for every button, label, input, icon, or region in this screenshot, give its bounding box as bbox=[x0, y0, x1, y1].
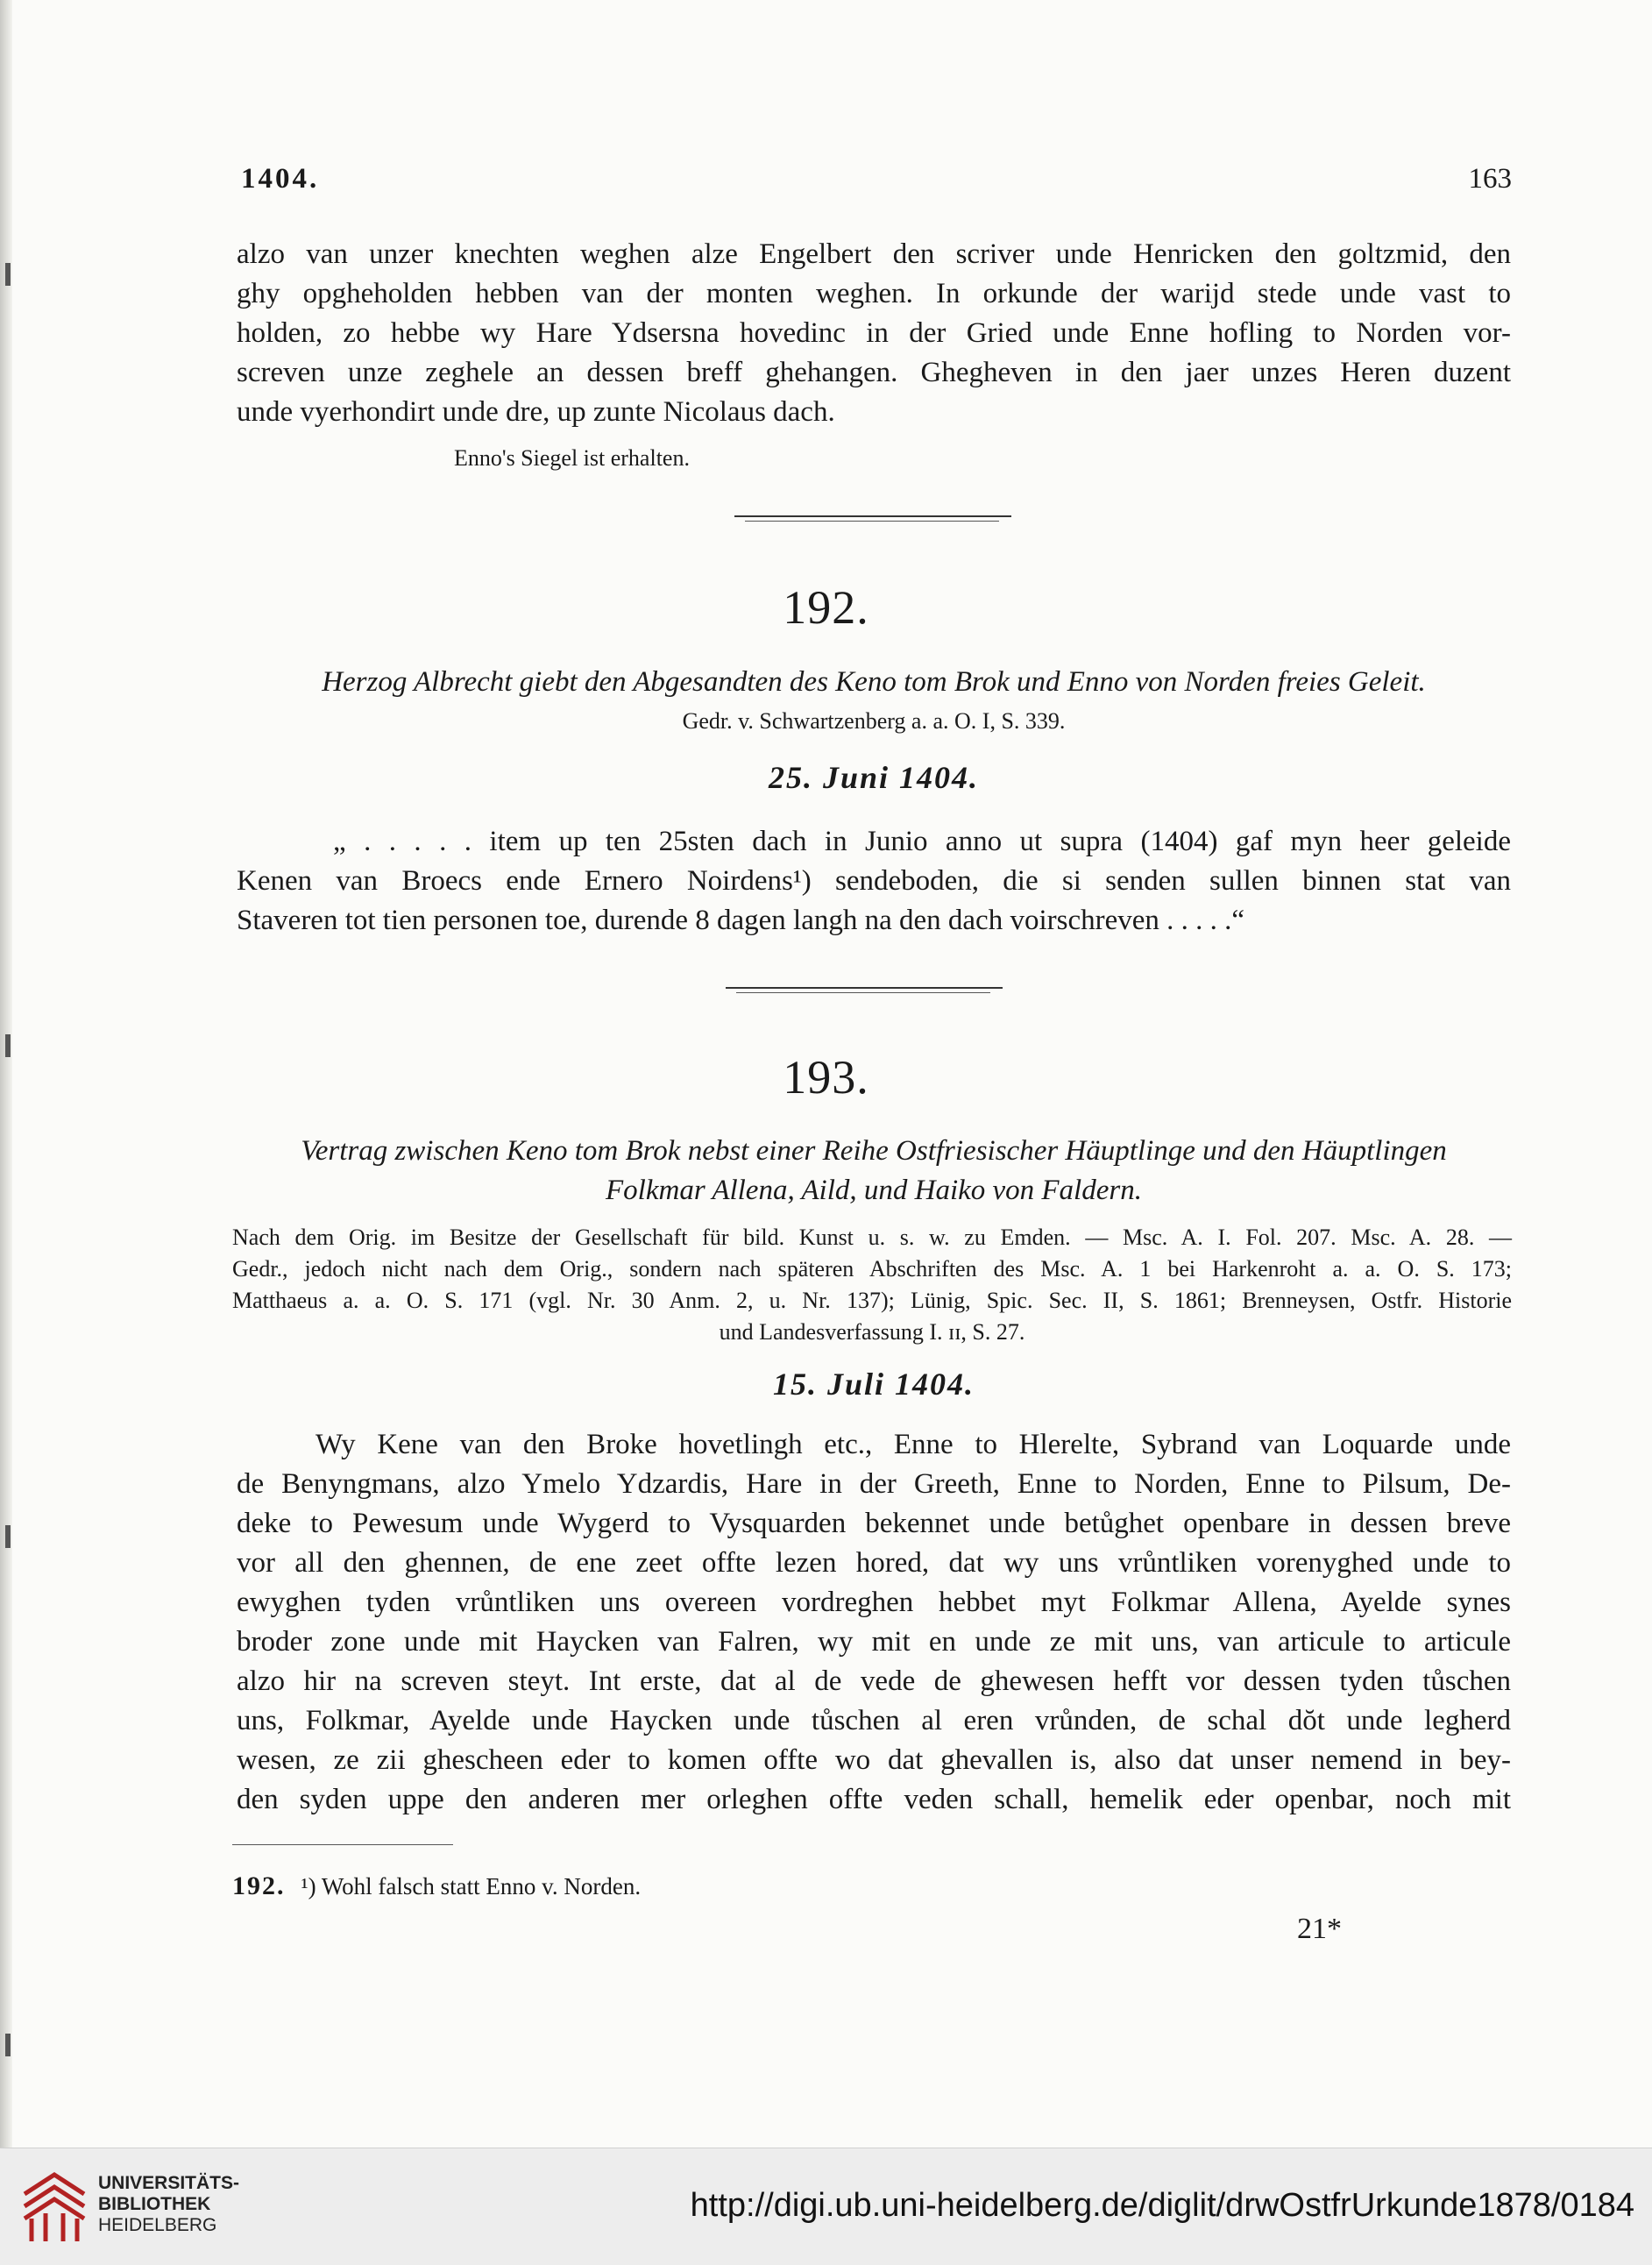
document-sources bbox=[232, 1222, 1512, 1348]
document-title: Herzog Albrecht giebt den Abgesandten des Keno tom Brok und Enno von Norden freies Geleit. bbox=[322, 666, 1426, 698]
text-line: ghy opgheholden hebben van der monten weghen. In orkunde der warijd stede unde vast to bbox=[237, 278, 1511, 309]
seal-note: Enno's Siegel ist erhalten. bbox=[454, 445, 690, 471]
document-192-text bbox=[237, 822, 1511, 941]
signature-mark: 21* bbox=[1297, 1913, 1342, 1945]
document-date: 15. Juli 1404. bbox=[772, 1367, 975, 1402]
text-line: broder zone unde mit Haycken van Falren, wy mit en unde ze mit uns, van articule to articule bbox=[237, 1626, 1511, 1658]
text-line: wesen, ze zii ghescheen eder to komen offte wo dat ghevallen is, also dat unser nemend in bey- bbox=[237, 1744, 1511, 1776]
text-line: unde vyerhondirt unde dre, up zunte Nicolaus dach. bbox=[237, 396, 835, 428]
continuation-text bbox=[237, 235, 1511, 432]
source-line: Nach dem Orig. im Besitze der Gesellschaft für bild. Kunst u. s. w. zu Emden. — Msc. A. I. Fol. 207. Msc. A. 28. — bbox=[232, 1225, 1512, 1250]
title-line: Folkmar Allena, Aild, und Haiko von Faldern. bbox=[606, 1175, 1142, 1206]
text-line: Wy Kene van den Broke hovetlingh etc., Enne to Hlerelte, Sybrand van Loquarde unde bbox=[316, 1429, 1511, 1460]
section-divider-thin bbox=[736, 992, 990, 993]
text-line: ewyghen tyden vrůntliken uns overeen vordreghen hebbet myt Folkmar Allena, Ayelde synes bbox=[237, 1587, 1511, 1618]
text-line: vor all den ghennen, de ene zeet offte lezen hored, dat wy uns vrůntliken vorenyghed unde to bbox=[237, 1547, 1511, 1579]
section-divider bbox=[734, 515, 1011, 517]
text-line: uns, Folkmar, Ayelde unde Haycken unde tůschen al eren vrůnden, de schal dŏt unde legherd bbox=[237, 1705, 1511, 1736]
library-line: HEIDELBERG bbox=[98, 2215, 217, 2235]
document-193-text bbox=[237, 1425, 1511, 1820]
footnote bbox=[232, 1871, 641, 1901]
source-line: Gedr., jedoch nicht nach dem Orig., sondern nach späteren Abschriften des Msc. A. 1 bei Harkenroht a. a. O. S. 173; bbox=[232, 1256, 1512, 1282]
text-line: Kenen van Broecs ende Ernero Noirdens¹) sendeboden, die si senden sullen binnen stat van bbox=[237, 865, 1511, 897]
section-divider bbox=[726, 987, 1003, 989]
text-line: den syden uppe den anderen mer orleghen offte veden schall, hemelik eder openbar, noch mit bbox=[237, 1784, 1511, 1815]
library-line: BIBLIOTHEK bbox=[98, 2194, 211, 2214]
library-logo-icon bbox=[19, 2168, 88, 2247]
text-line: Staveren tot tien personen toe, durende 8 dagen langh na den dach voirschreven . . . . .“ bbox=[237, 905, 1245, 936]
library-line: UNIVERSITÄTS- bbox=[98, 2173, 240, 2193]
text-line: alzo van unzer knechten weghen alze Engelbert den scriver unde Henricken den goltzmid, den bbox=[237, 238, 1511, 270]
page-number: 163 bbox=[1468, 163, 1512, 195]
document-number: 193. bbox=[783, 1051, 869, 1104]
permalink-url[interactable]: http://digi.ub.uni-heidelberg.de/diglit/drwOstfrUrkunde1878/0184 bbox=[690, 2187, 1634, 2224]
title-line: Vertrag zwischen Keno tom Brok nebst einer Reihe Ostfriesischer Häuptlinge und den Häuptlingen bbox=[301, 1135, 1447, 1167]
header-year: 1404. bbox=[241, 163, 320, 195]
source-line: und Landesverfassung I. ɪɪ, S. 27. bbox=[719, 1319, 1025, 1345]
document-source: Gedr. v. Schwartzenberg a. a. O. I, S. 339. bbox=[682, 708, 1066, 734]
text-line: holden, zo hebbe wy Hare Ydsersna hovedinc in der Gried unde Enne hofling to Norden vor- bbox=[237, 317, 1511, 349]
footnote-text: ¹) Wohl falsch statt Enno v. Norden. bbox=[301, 1873, 642, 1899]
document-date: 25. Juni 1404. bbox=[768, 760, 980, 795]
document-title bbox=[237, 1132, 1511, 1211]
viewer-footer bbox=[0, 2148, 1652, 2265]
source-line: Matthaeus a. a. O. S. 171 (vgl. Nr. 30 Anm. 2, u. Nr. 137); Lünig, Spic. Sec. II, S. 1861; Brenneysen, Ostfr. Historie bbox=[232, 1288, 1512, 1313]
text-line: alzo hir na screven steyt. Int erste, dat al de vede de ghewesen hefft vor dessen tyden tůschen bbox=[237, 1665, 1511, 1697]
footnote-ref: 192. bbox=[232, 1871, 286, 1900]
running-head bbox=[241, 163, 1512, 207]
text-line: deke to Pewesum unde Wygerd to Vysquarden bekennet unde betůghet openbare in dessen breve bbox=[237, 1508, 1511, 1539]
document-number: 192. bbox=[783, 581, 869, 634]
text-line: „ . . . . . item up ten 25sten dach in Junio anno ut supra (1404) gaf myn heer geleide bbox=[333, 826, 1511, 857]
text-line: screven unze zeghele an dessen breff ghehangen. Ghegheven in den jaer unzes Heren duzent bbox=[237, 357, 1511, 388]
footnote-divider bbox=[232, 1844, 453, 1845]
text-line: de Benyngmans, alzo Ymelo Ydzardis, Hare in der Greeth, Enne to Norden, Enne to Pilsum, De- bbox=[237, 1468, 1511, 1500]
section-divider-thin bbox=[745, 521, 999, 522]
library-name bbox=[98, 2173, 239, 2236]
